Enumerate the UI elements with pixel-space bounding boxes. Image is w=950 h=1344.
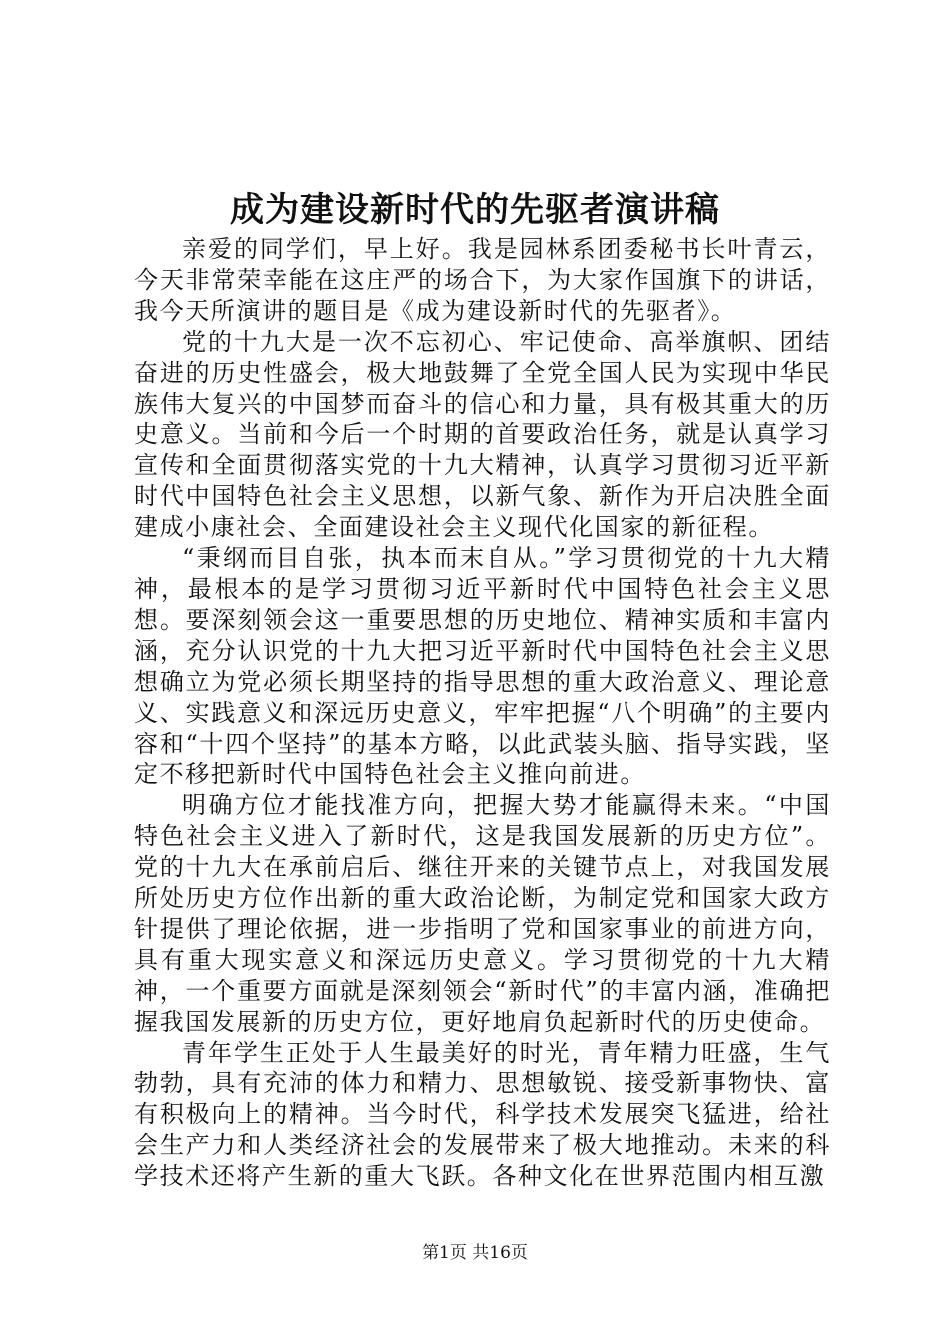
paragraph: 青年学生正处于人生最美好的时光，青年精力旺盛，生气勃勃，具有充沛的体力和精力、思想敏锐、接受新事物快、富有积极向上的精神。当今时代，科学技术发展突飞猛进，给社会生产力和人类经济社会的发展带来了极大地推动。未来的科学技术还将产生新的重大飞跃。各种文化在世界范围内相互激	[134, 1038, 831, 1191]
page-footer: 第1页 共16页	[422, 1243, 528, 1263]
document-body	[134, 234, 831, 1192]
paragraph: 亲爱的同学们，早上好。我是园林系团委秘书长叶青云，今天非常荣幸能在这庄严的场合下，为大家作国旗下的讲话，我今天所演讲的题目是《成为建设新时代的先驱者》。	[134, 235, 831, 325]
paragraph: 明确方位才能找准方向，把握大势才能赢得未来。“中国特色社会主义进入了新时代，这是我国发展新的历史方位”。党的十九大在承前启后、继往开来的关键节点上，对我国发展所处历史方位作出新的重大政治论断，为制定党和国家大政方针提供了理论依据，进一步指明了党和国家事业的前进方向，具有重大现实意义和深远历史意义。学习贯彻党的十九大精神，一个重要方面就是深刻领会“新时代”的丰富内涵，准确把握我国发展新的历史方位，更好地肩负起新时代的历史使命。	[134, 791, 831, 1036]
document-title: 成为建设新时代的先驱者演讲稿	[230, 190, 720, 230]
paragraph: “秉纲而目自张，执本而末自从。”学习贯彻党的十九大精神，最根本的是学习贯彻习近平新时代中国特色社会主义思想。要深刻领会这一重要思想的历史地位、精神实质和丰富内涵，充分认识党的十九大把习近平新时代中国特色社会主义思想确立为党必须长期坚持的指导思想的重大政治意义、理论意义、实践意义和深远历史意义，牢牢把握“八个明确”的主要内容和“十四个坚持”的基本方略，以此武装头脑、指导实践，坚定不移把新时代中国特色社会主义推向前进。	[134, 544, 831, 789]
paragraph: 党的十九大是一次不忘初心、牢记使命、高举旗帜、团结奋进的历史性盛会，极大地鼓舞了全党全国人民为实现中华民族伟大复兴的中国梦而奋斗的信心和力量，具有极其重大的历史意义。当前和今后一个时期的首要政治任务，就是认真学习宣传和全面贯彻落实党的十九大精神，认真学习贯彻习近平新时代中国特色社会主义思想，以新气象、新作为开启决胜全面建成小康社会、全面建设社会主义现代化国家的新征程。	[134, 327, 831, 542]
